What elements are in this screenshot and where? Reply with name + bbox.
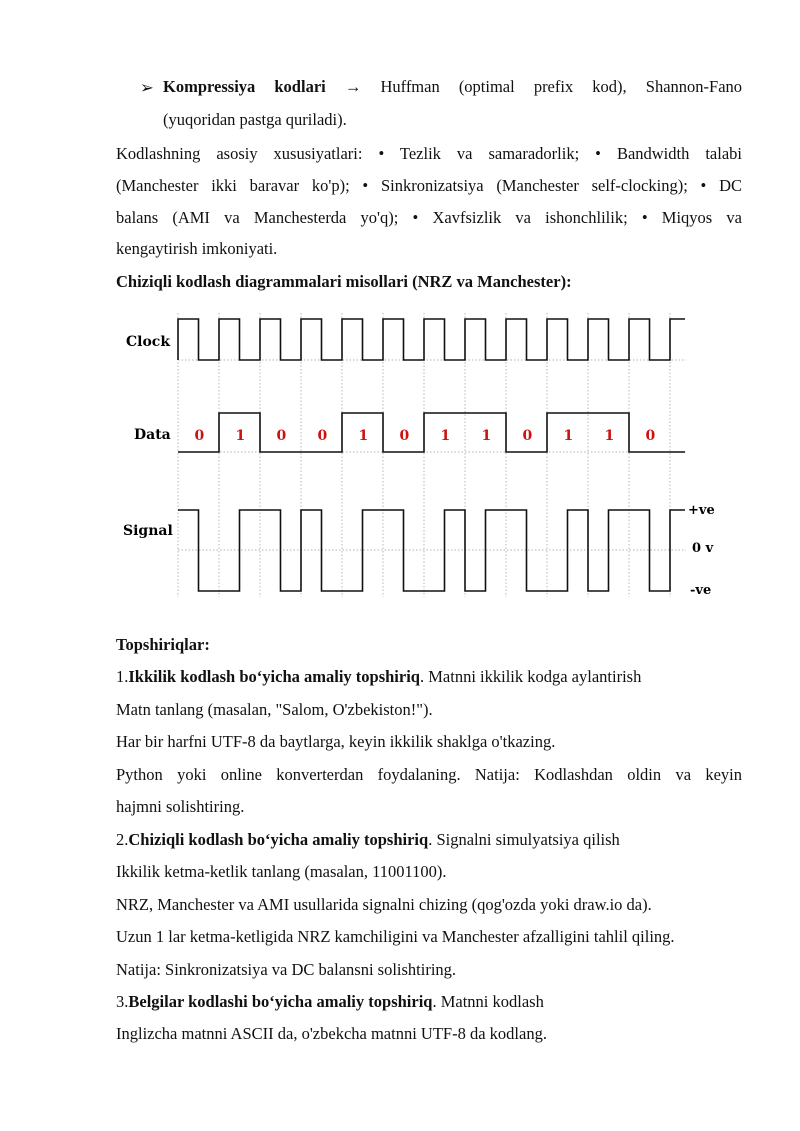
bit-label: 1 [440,428,451,444]
bit-label: 0 [399,428,410,444]
compression-title: Kompressiya kodlari [163,77,326,96]
manchester-signal [178,510,685,591]
arrow: → [344,77,362,96]
bit-label: 1 [604,428,615,444]
level-zero-label: 0 v [692,541,714,556]
task1-subtitle: . Matnni ikkilik kodga aylantirish [419,667,642,686]
signal-waveform [178,510,685,591]
bit-labels [195,428,656,444]
compression-line-1 [163,76,742,98]
clock-waveform [178,319,685,360]
level-neg-label: -ve [690,583,712,598]
compression-desc: Huffman (optimal prefix kod), Shannon-Fano [380,77,743,96]
bit-label: 1 [235,428,246,444]
clock-signal [178,319,685,360]
properties-line-2: (Manchester ikki baravar ko'p); • Sinkronizatsiya (Manchester self-clocking); • DC [116,176,742,195]
task2-title: Chiziqli kodlash bo‘yicha amaliy topshiriq [128,830,429,849]
task3-number: 3. [116,992,129,1011]
task3-line-1 [116,991,742,1013]
bit-label: 0 [194,428,205,444]
task3-title: Belgilar kodlashi bo‘yicha amaliy topshiriq [128,992,433,1011]
compression-line-2: (yuqoridan pastga quriladi). [163,110,347,129]
task1-line-5: hajmni solishtiring. [116,797,245,816]
task1-line-2: Matn tanlang (masalan, "Salom, O'zbekiston!"). [116,700,433,719]
bit-label: 0 [522,428,533,444]
properties-line-3: balans (AMI va Manchesterda yo'q); • Xavfsizlik va ishonchlilik; • Miqyos va [116,208,742,227]
task1-line-3: Har bir harfni UTF-8 da baytlarga, keyin ikkilik shaklga o'tkazing. [116,732,556,751]
level-pos-label: +ve [688,503,715,518]
bit-label: 0 [317,428,328,444]
task1-line-1 [116,666,742,688]
data-label: Data [134,427,171,443]
task3-subtitle: . Matnni kodlash [432,992,544,1011]
clock-label: Clock [126,334,171,350]
bit-label: 1 [481,428,492,444]
task2-line-5: Natija: Sinkronizatsiya va DC balansni solishtiring. [116,960,457,979]
task2-number: 2. [116,830,129,849]
line-coding-diagram [116,305,742,605]
signal-label: Signal [123,523,173,539]
bit-label: 1 [358,428,369,444]
task1-title: Ikkilik kodlash bo‘yicha amaliy topshiriq [128,667,420,686]
task2-line-3: NRZ, Manchester va AMI usullarida signalni chizing (qog'ozda yoki draw.io da). [116,895,652,914]
diagram-heading [116,271,742,293]
bullet-marker: ➢ [140,78,154,97]
properties-line-1: Kodlashning asosiy xususiyatlari: • Tezlik va samaradorlik; • Bandwidth talabi [116,144,742,163]
task2-line-1 [116,829,742,851]
task3-line-2: Inglizcha matnni ASCII da, o'zbekcha matnni UTF-8 da kodlang. [116,1024,547,1043]
properties-line-4: kengaytirish imkoniyati. [116,239,278,258]
diagram-heading-text: Chiziqli kodlash diagrammalari misollari (NRZ va Manchester): [116,272,572,291]
bit-label: 1 [563,428,574,444]
bit-label: 0 [645,428,656,444]
tasks-heading [116,634,742,656]
grid-lines [178,313,686,597]
task1-line-4: Python yoki online konverterdan foydalaning. Natija: Kodlashdan oldin va keyin [116,765,742,784]
task1-number: 1. [116,667,129,686]
bit-label: 0 [276,428,287,444]
task2-subtitle: . Signalni simulyatsiya qilish [428,830,620,849]
task2-line-4: Uzun 1 lar ketma-ketligida NRZ kamchiligini va Manchester afzalligini tahlil qiling. [116,927,675,946]
task2-line-2: Ikkilik ketma-ketlik tanlang (masalan, 11001100). [116,862,447,881]
tasks-heading-text: Topshiriqlar: [116,635,210,654]
